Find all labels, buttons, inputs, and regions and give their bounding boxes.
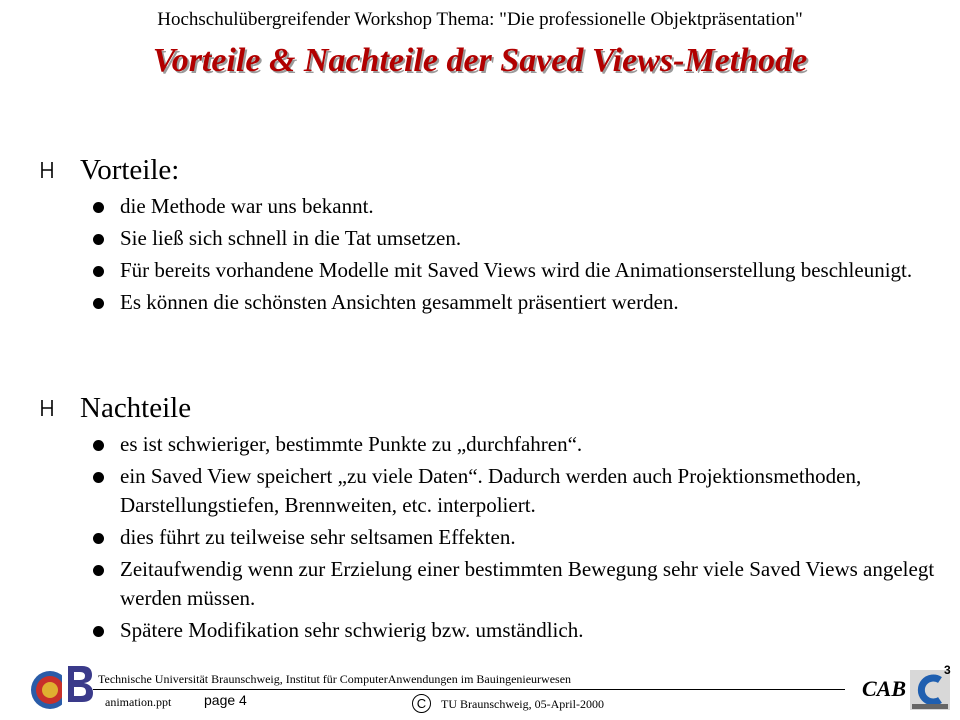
footer-institute: Technische Universität Braunschweig, Institut für ComputerAnwendungen im Bauingenieurwesen — [98, 672, 572, 686]
bullet-list-nachteile — [40, 430, 940, 645]
hollow-h-bullet-icon — [40, 160, 58, 182]
section-title-vorteile: Vorteile: — [80, 154, 180, 186]
section-nachteile — [40, 388, 940, 648]
hollow-h-bullet-icon — [40, 398, 58, 420]
bullet-dot-icon — [93, 565, 104, 576]
list-item: Es können die schönsten Ansichten gesammelt präsentiert werden. — [40, 288, 940, 317]
list-item: dies führt zu teilweise sehr seltsamen Effekten. — [40, 523, 940, 552]
list-item: Zeitaufwendig wenn zur Erzielung einer bestimmten Bewegung sehr viele Saved Views angelegt werden müssen. — [40, 555, 940, 613]
section-vorteile — [40, 150, 940, 320]
bullet-dot-icon — [93, 626, 104, 637]
cab-logo: CAB — [862, 676, 907, 701]
bullet-dot-icon — [93, 440, 104, 451]
bullet-dot-icon — [93, 234, 104, 245]
copyright-icon: C — [412, 694, 431, 713]
section-head — [40, 388, 940, 430]
list-item: es ist schwieriger, bestimmte Punkte zu „durchfahren“. — [40, 430, 940, 459]
c3-logo-icon — [908, 662, 954, 712]
bullet-dot-icon — [93, 533, 104, 544]
bullet-dot-icon — [93, 266, 104, 277]
list-item: Für bereits vorhandene Modelle mit Saved Views wird die Animationserstellung beschleunigt. — [40, 256, 940, 285]
section-head — [40, 150, 940, 192]
list-item: ein Saved View speichert „zu viele Daten“. Dadurch werden auch Projektionsmethoden, Darstellungstiefen, Brennweiten, etc. interpoliert. — [40, 462, 940, 520]
footer-divider — [93, 689, 845, 690]
slide-title: Vorteile & Nachteile der Saved Views-Methode — [152, 42, 808, 79]
bullet-dot-icon — [93, 202, 104, 213]
footer-filename: animation.ppt — [105, 695, 172, 709]
bullet-dot-icon — [93, 298, 104, 309]
footer-date: TU Braunschweig, 05-April-2000 — [441, 697, 604, 711]
bullet-list-vorteile — [40, 192, 940, 317]
list-item: die Methode war uns bekannt. — [40, 192, 940, 221]
footer-page-number: page 4 — [204, 692, 247, 708]
bullet-dot-icon — [93, 472, 104, 483]
section-title-nachteile: Nachteile — [80, 392, 192, 424]
svg-text:3: 3 — [944, 663, 951, 677]
tu-b-logo-icon — [62, 660, 96, 706]
list-item: Spätere Modifikation sehr schwierig bzw. umständlich. — [40, 616, 940, 645]
workshop-header: Hochschulübergreifender Workshop Thema: "Die professionelle Objektpräsentation" — [157, 9, 803, 30]
list-item: Sie ließ sich schnell in die Tat umsetzen. — [40, 224, 940, 253]
